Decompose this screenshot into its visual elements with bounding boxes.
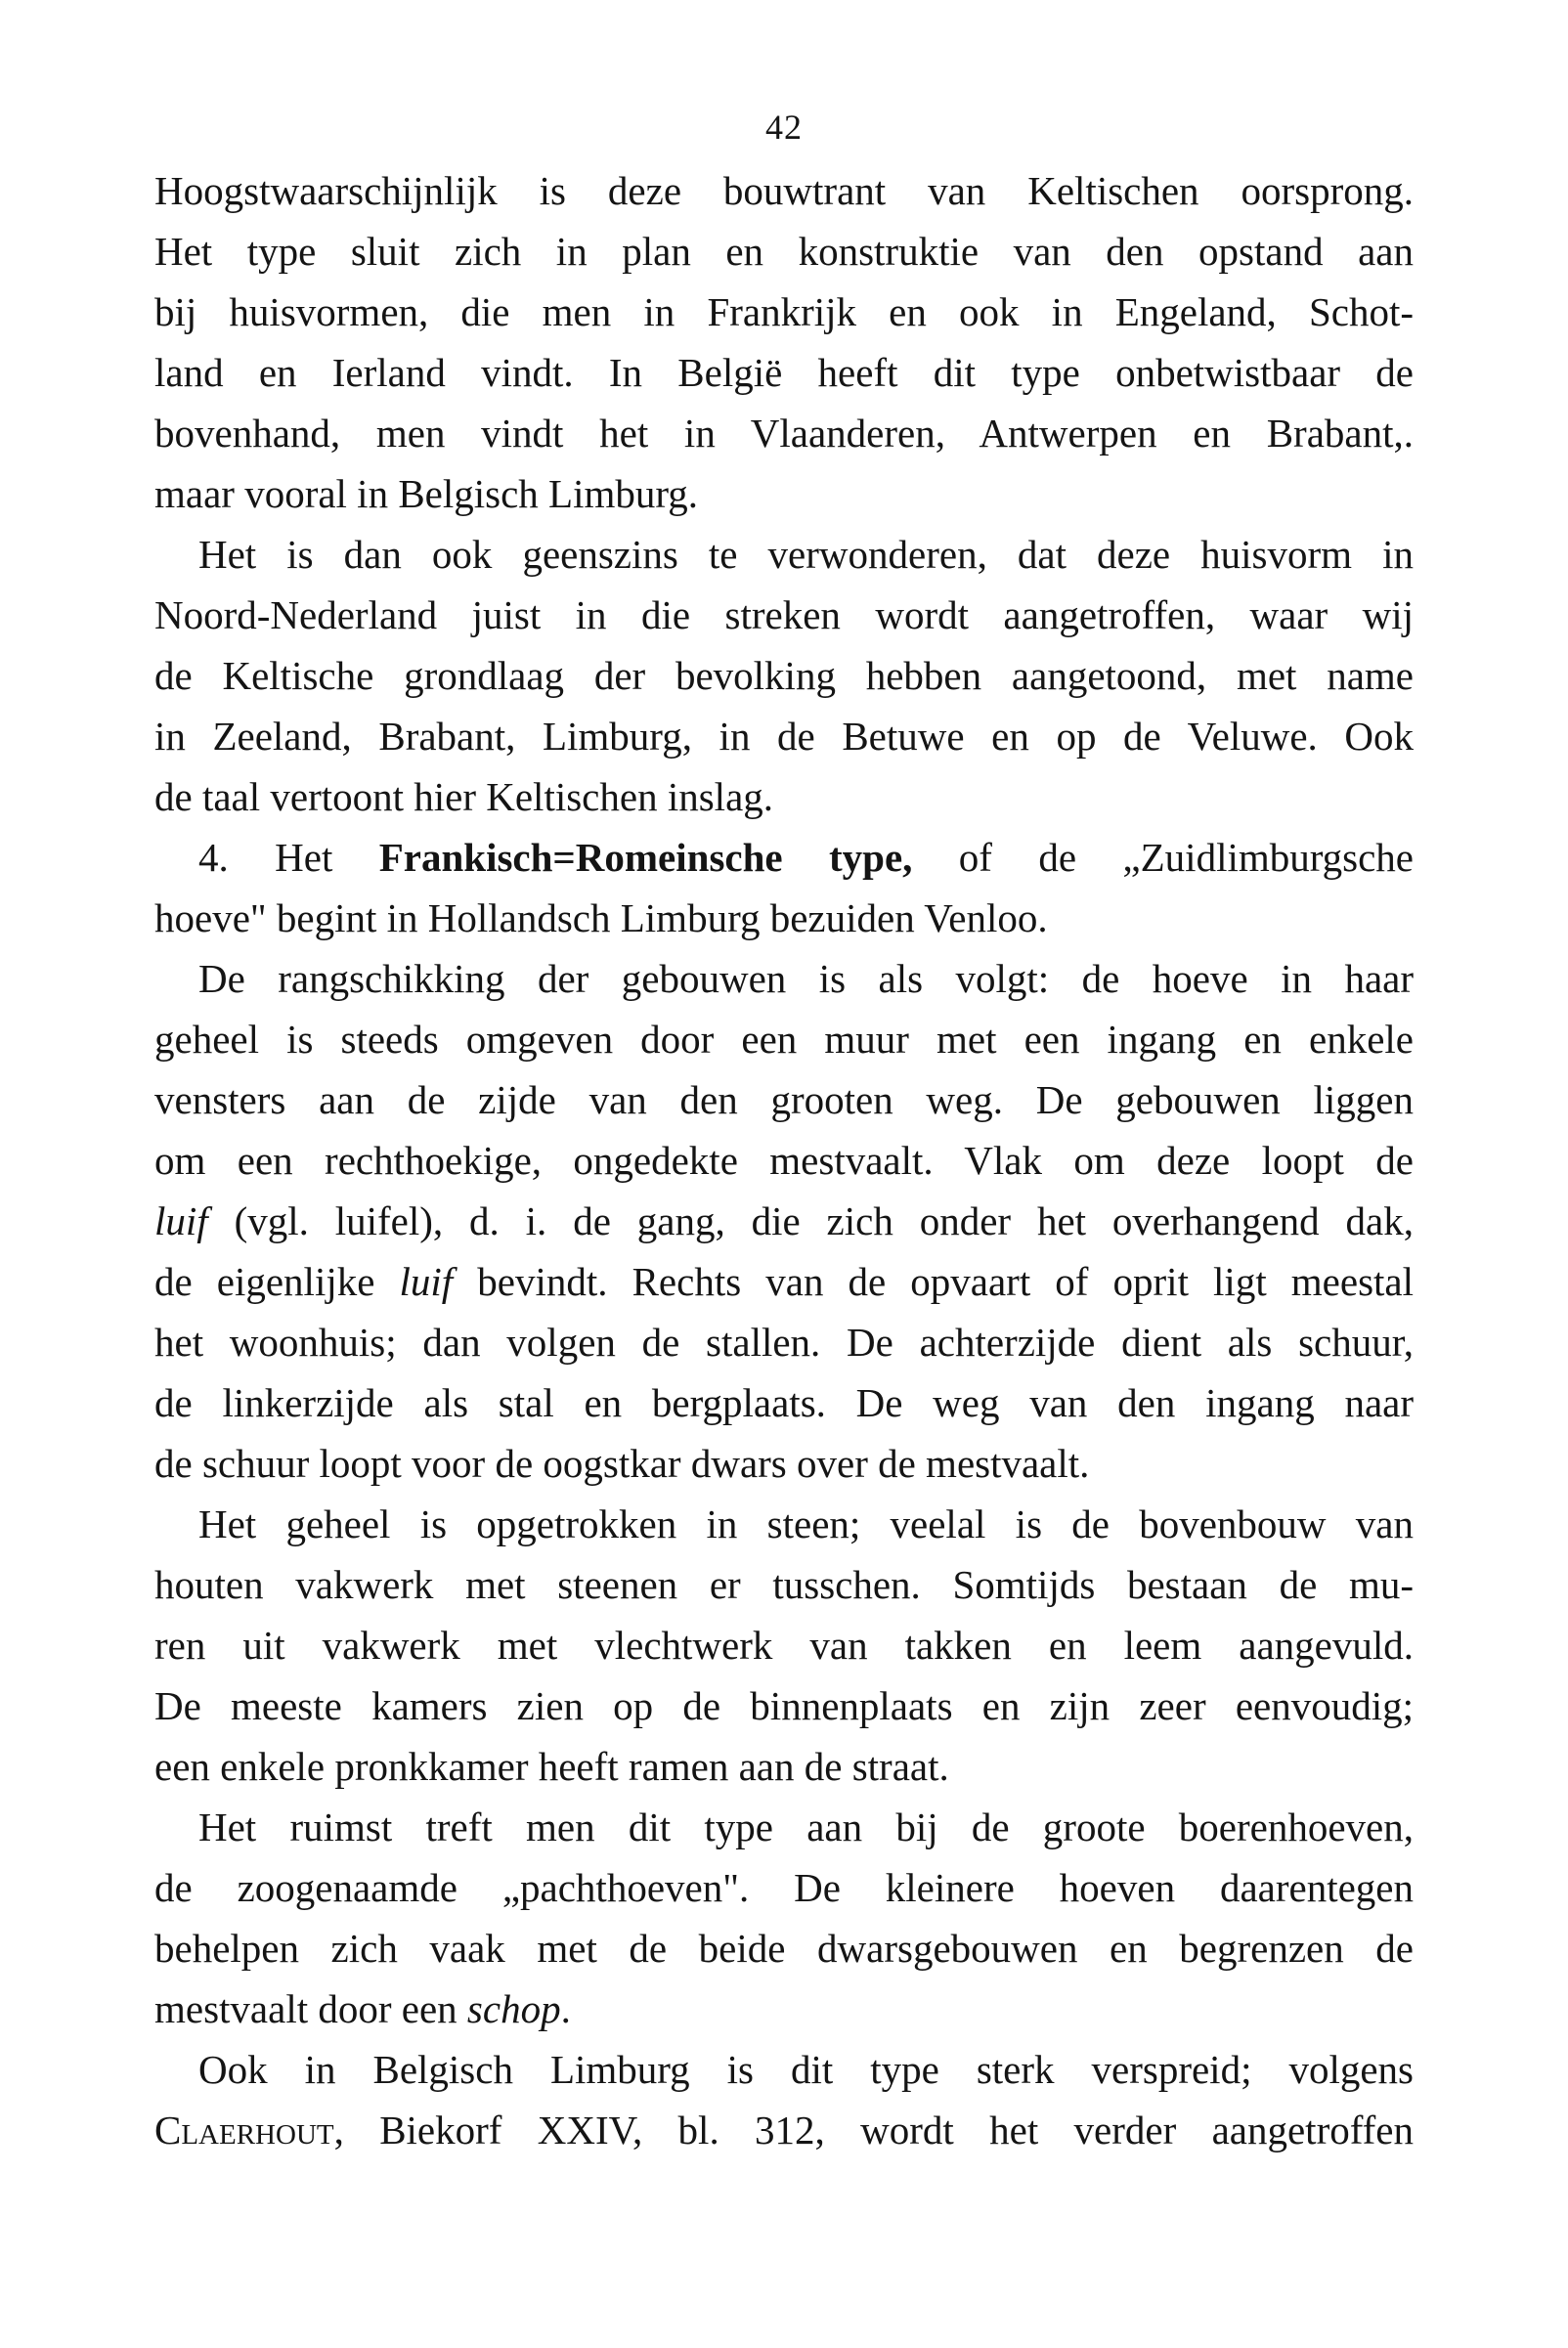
italic-term: schop [466, 1986, 561, 2031]
text-line: De meeste kamers zien op de binnenplaats en zijn zeer eenvoudig; [154, 1683, 1414, 1728]
text-line: Het geheel is opgetrokken in steen; veelal is de bovenbouw van [198, 1501, 1414, 1546]
text-line: een enkele pronkkamer heeft ramen aan de straat. [154, 1744, 949, 1789]
text-fragment: . [560, 1986, 571, 2031]
text-line: om een rechthoekige, ongedekte mestvaalt. Vlak om deze loopt de [154, 1138, 1414, 1183]
author-name: Claerhout [154, 2108, 334, 2152]
text-line: de zoogenaamde „pachthoeven". De kleinere hoeven daarentegen [154, 1865, 1414, 1910]
section-heading-line [154, 827, 1414, 888]
text-line: de Keltische grondlaag der bevolking hebben aangetoond, met name [154, 653, 1414, 698]
text-fragment: of de „Zuidlimburgsche [912, 835, 1414, 880]
text-line: Het ruimst treft men dit type aan bij de groote boerenhoeven, [198, 1804, 1414, 1849]
text-line: land en Ierland vindt. In België heeft dit type onbetwistbaar de [154, 350, 1414, 395]
text-fragment: mestvaalt door een [154, 1986, 467, 2031]
text-line: Ook in Belgisch Limburg is dit type sterk verspreid; volgens [198, 2047, 1414, 2092]
italic-term: luif [399, 1259, 454, 1304]
text-line [154, 1978, 1414, 2039]
italic-term: luif [154, 1198, 208, 1243]
body-text [154, 160, 1414, 2160]
text-line: behelpen zich vaak met de beide dwarsgebouwen en begrenzen de [154, 1926, 1414, 1971]
text-line: de taal vertoont hier Keltischen inslag. [154, 774, 774, 819]
text-line: in Zeeland, Brabant, Limburg, in de Betuwe en op de Veluwe. Ook [154, 714, 1414, 759]
text-fragment: , Biekorf XXIV, bl. 312, wordt het verder aangetroffen [333, 2108, 1414, 2152]
text-line: bovenhand, men vindt het in Vlaanderen, Antwerpen en Brabant,. [154, 411, 1414, 456]
page-number: 42 [765, 108, 803, 147]
text-line: vensters aan de zijde van den grooten weg. De gebouwen liggen [154, 1077, 1414, 1122]
section-title: Frankisch=Romeinsche type, [378, 835, 913, 880]
text-line: de linkerzijde als stal en bergplaats. De weg van den ingang naar [154, 1380, 1414, 1425]
text-line: hoeve" begint in Hollandsch Limburg bezuiden Venloo. [154, 895, 1048, 940]
text-line: het woonhuis; dan volgen de stallen. De achterzijde dient als schuur, [154, 1320, 1414, 1365]
text-line: Noord-Nederland juist in die streken wordt aangetroffen, waar wij [154, 592, 1414, 637]
text-line: maar vooral in Belgisch Limburg. [154, 471, 699, 516]
text-fragment: (vgl. luifel), d. i. de gang, die zich onder het overhangend dak, [207, 1198, 1414, 1243]
text-line: Het type sluit zich in plan en konstruktie van den opstand aan [154, 229, 1414, 274]
text-line: houten vakwerk met steenen er tusschen. Somtijds bestaan de mu- [154, 1562, 1414, 1607]
text-line [154, 2100, 1414, 2160]
text-line [154, 1251, 1414, 1312]
text-line [154, 1191, 1414, 1251]
text-line: geheel is steeds omgeven door een muur met een ingang en enkele [154, 1017, 1414, 1062]
text-fragment: 4. Het [198, 835, 379, 880]
text-line: Het is dan ook geenszins te verwonderen, dat deze huisvorm in [198, 532, 1414, 577]
text-line: De rangschikking der gebouwen is als volgt: de hoeve in haar [198, 956, 1414, 1001]
text-line: bij huisvormen, die men in Frankrijk en ook in Engeland, Schot- [154, 289, 1414, 334]
text-line: Hoogstwaarschijnlijk is deze bouwtrant van Keltischen oorsprong. [154, 168, 1414, 213]
text-fragment: de eigenlijke [154, 1259, 400, 1304]
text-fragment: bevindt. Rechts van de opvaart of oprit ligt meestal [453, 1259, 1415, 1304]
text-line: ren uit vakwerk met vlechtwerk van takken en leem aangevuld. [154, 1623, 1414, 1668]
text-line: de schuur loopt voor de oogstkar dwars over de mestvaalt. [154, 1441, 1090, 1486]
